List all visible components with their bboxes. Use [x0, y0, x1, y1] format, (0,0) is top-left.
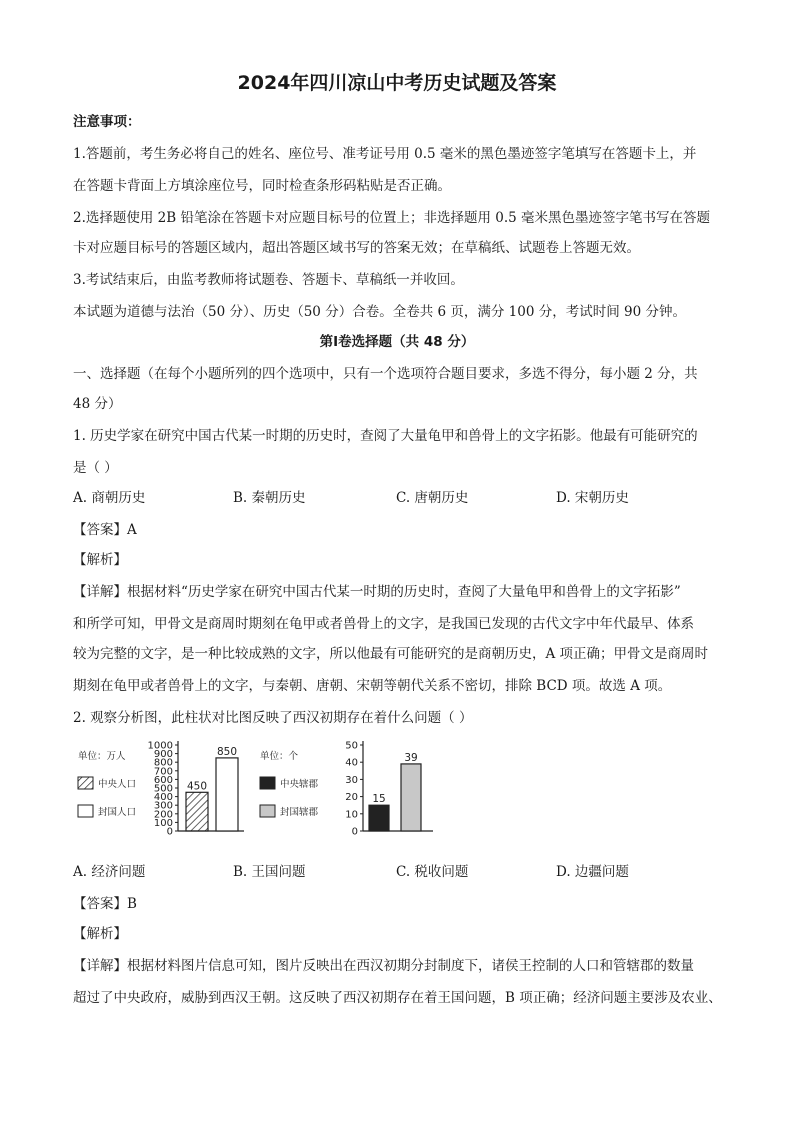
- notice-line: 在答题卡背面上方填涂座位号，同时检查条形码粘贴是否正确。: [73, 178, 451, 194]
- bar-value-label: 15: [372, 793, 386, 806]
- bar-中央人口: [186, 792, 208, 831]
- bar-中央辖郡: [369, 805, 389, 831]
- y-tick-label: 600: [153, 774, 173, 786]
- q2-answer: 【答案】B: [73, 896, 137, 912]
- bar-封国人口: [216, 758, 238, 831]
- q1-detail: 较为完整的文字，是一种比较成熟的文字，所以他最有可能研究的是商朝历史，A 项正确；甲骨文是商周时: [73, 646, 709, 662]
- y-tick-label: 900: [153, 749, 173, 761]
- chart-unit-label: 单位：个: [260, 751, 299, 762]
- notice-heading: 注意事项：: [73, 114, 141, 130]
- y-tick-label: 30: [345, 774, 358, 786]
- q2-option-a: A. 经济问题: [73, 864, 146, 880]
- y-tick-label: 0: [351, 826, 358, 838]
- notice-line: 本试题为道德与法治（50 分）、历史（50 分）合卷。全卷共 6 页，满分 100 分，考试时间 90 分钟。: [73, 304, 686, 320]
- notice-line: 1.答题前，考生务必将自己的姓名、座位号、准考证号用 0.5 毫米的黑色墨迹签字笔填写在答题卡上，并: [73, 146, 697, 162]
- chart-unit-label: 单位：万人: [78, 751, 126, 762]
- page-title: 2024年四川凉山中考历史试题及答案: [237, 72, 557, 94]
- bar-value-label: 850: [216, 745, 238, 758]
- y-tick-label: 200: [153, 809, 173, 821]
- notice-line: 2.选择题使用 2B 铅笔涂在答题卡对应题目标号的位置上；非选择题用 0.5 毫米黑色墨迹签字笔书写在答题: [73, 210, 711, 226]
- q1-option-a: A. 商朝历史: [73, 490, 146, 506]
- q1-analysis-label: 【解析】: [73, 552, 127, 568]
- q2-analysis-label: 【解析】: [73, 926, 127, 942]
- bar-value-label: 450: [186, 780, 208, 793]
- y-tick-label: 100: [153, 817, 173, 829]
- q2-option-b: B. 王国问题: [233, 864, 306, 880]
- y-tick-label: 10: [345, 809, 358, 821]
- legend-swatch: [78, 777, 93, 789]
- q1-option-b: B. 秦朝历史: [233, 490, 306, 506]
- y-tick-label: 1000: [147, 740, 173, 752]
- notice-line: 卡对应题目标号的答题区域内，超出答题区域书写的答案无效；在草稿纸、试题卷上答题无效。: [73, 240, 640, 256]
- y-tick-label: 40: [345, 757, 358, 769]
- q1-answer: 【答案】A: [73, 522, 137, 538]
- q1-stem: 是（ ）: [73, 460, 118, 476]
- q2-detail: 【详解】根据材料图片信息可知，图片反映出在西汉初期分封制度下，诸侯王控制的人口和管辖郡的数量: [73, 958, 694, 974]
- y-tick-label: 500: [153, 783, 173, 795]
- part-intro: 一、选择题（在每个小题所列的四个选项中，只有一个选项符合题目要求，多选不得分，每小题 2 分，共: [73, 366, 698, 382]
- section-title: 第Ⅰ卷选择题（共 48 分）: [319, 334, 475, 350]
- y-tick-label: 300: [153, 800, 173, 812]
- q1-stem: 1. 历史学家在研究中国古代某一时期的历史时，查阅了大量龟甲和兽骨上的文字拓影。他最有可能研究的: [73, 428, 698, 444]
- y-tick-label: 0: [166, 826, 173, 838]
- q2-option-c: C. 税收问题: [396, 864, 469, 880]
- notice-line: 3.考试结束后，由监考教师将试题卷、答题卡、草稿纸一并收回。: [73, 272, 464, 288]
- legend-label: 中央人口: [98, 779, 137, 790]
- part-intro: 48 分）: [73, 396, 122, 412]
- legend-label: 封国人口: [98, 807, 137, 818]
- q2-stem: 2. 观察分析图，此柱状对比图反映了西汉初期存在着什么问题（ ）: [73, 710, 473, 726]
- y-tick-label: 700: [153, 766, 173, 778]
- q2-detail: 超过了中央政府，威胁到西汉王朝。这反映了西汉初期存在着王国问题，B 项正确；经济问题主要涉及农业、: [73, 990, 722, 1006]
- y-tick-label: 800: [153, 757, 173, 769]
- q1-option-c: C. 唐朝历史: [396, 490, 469, 506]
- q1-option-d: D. 宋朝历史: [556, 490, 629, 506]
- legend-label: 封国辖郡: [280, 807, 319, 818]
- q2-option-d: D. 边疆问题: [556, 864, 629, 880]
- q1-detail: 和所学可知，甲骨文是商周时期刻在龟甲或者兽骨上的文字，是我国已发现的古代文字中年代最早、体系: [73, 616, 694, 632]
- y-tick-label: 50: [345, 740, 358, 752]
- q1-detail: 期刻在龟甲或者兽骨上的文字，与秦朝、唐朝、宋朝等朝代关系不密切，排除 BCD 项。故选 A 项。: [73, 678, 672, 694]
- q1-detail: 【详解】根据材料“历史学家在研究中国古代某一时期的历史时，查阅了大量龟甲和兽骨上的文字拓影”: [73, 584, 681, 600]
- y-tick-label: 400: [153, 792, 173, 804]
- legend-label: 中央辖郡: [280, 779, 319, 790]
- legend-swatch: [78, 805, 93, 817]
- q2-bar-charts: [60, 735, 460, 845]
- y-tick-label: 20: [345, 792, 358, 804]
- legend-swatch: [260, 805, 275, 817]
- legend-swatch: [260, 777, 275, 789]
- bar-value-label: 39: [404, 751, 418, 764]
- bar-封国辖郡: [401, 764, 421, 831]
